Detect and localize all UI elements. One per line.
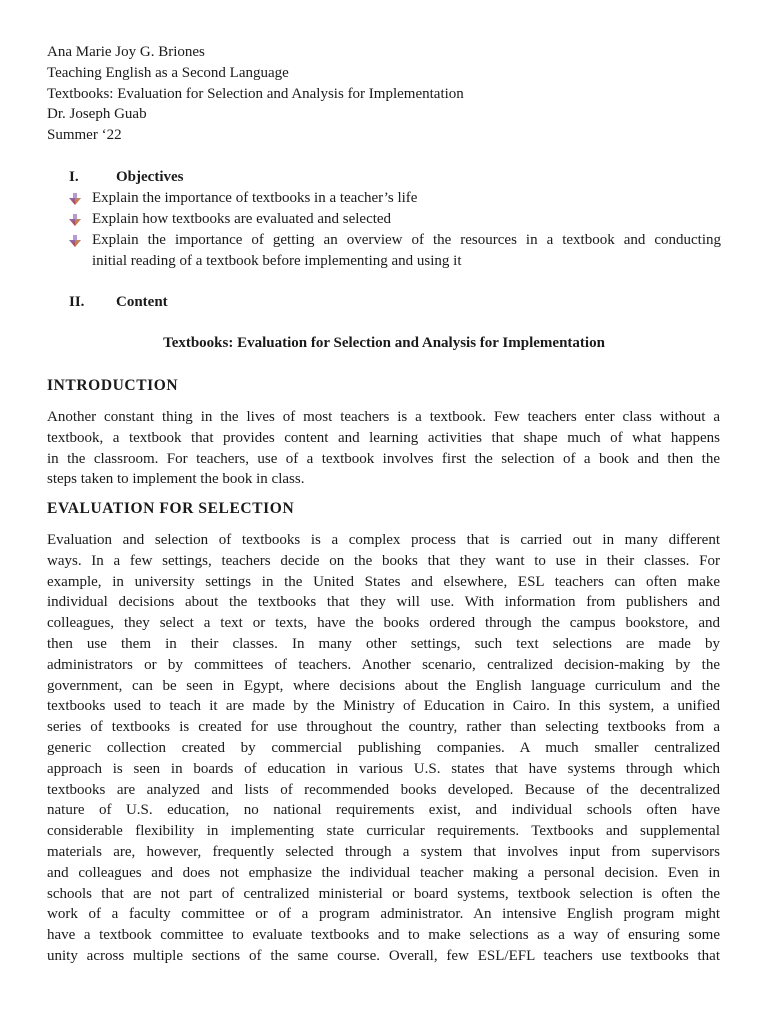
objective-text: initial reading of a textbook before implementing and using it bbox=[92, 253, 462, 269]
paragraph-line: approach is seen in boards of education in various U.S. states that have systems through which bbox=[47, 760, 720, 777]
section-number: II. bbox=[69, 294, 85, 310]
paragraph-line: steps taken to implement the book in class. bbox=[47, 471, 305, 488]
paragraph-line: Evaluation and selection of textbooks is a complex process that is carried out in many different bbox=[47, 532, 720, 548]
paragraph-line: have a textbook committee to evaluate textbooks and to make selections as a way of ensuring some bbox=[47, 927, 720, 944]
objectives-list bbox=[69, 188, 721, 272]
objective-text: Explain the importance of getting an overview of the resources in a textbook and conducting bbox=[92, 232, 721, 248]
paragraph-line: administrators or by committees of teachers. Another scenario, centralized decision-making by the bbox=[47, 656, 720, 673]
paragraph-line: work of a faculty committee or of a program administrator. An intensive English program might bbox=[47, 906, 720, 923]
paragraph-line: example, in university settings in the United States and elsewhere, ESL teachers can often make bbox=[47, 573, 720, 590]
term-line: Summer ‘22 bbox=[47, 127, 122, 144]
paragraph-line: and colleagues and does not emphasize the individual teacher making a personal decision. Even in bbox=[47, 864, 720, 881]
document-header bbox=[47, 42, 464, 146]
objective-text: Explain how textbooks are evaluated and selected bbox=[92, 211, 392, 227]
content-title: Textbooks: Evaluation for Selection and Analysis for Implementation bbox=[163, 335, 605, 351]
paragraph-line: then use them in their classes. In many other settings, such text selections are made by bbox=[47, 635, 720, 652]
paragraph-line: textbooks used to teach it are made by the Ministry of Education in Cairo. In this system, a unified bbox=[47, 698, 720, 715]
section-number: I. bbox=[69, 169, 79, 185]
paragraph-line: textbooks are analyzed and lists of recommended books developed. Because of the decentralized bbox=[47, 781, 720, 798]
arrow-down-bullet-icon bbox=[69, 214, 81, 226]
paragraph-line: generic collection created by commercial publishing companies. A much smaller centralized bbox=[47, 739, 720, 756]
author-name: Ana Marie Joy G. Briones bbox=[47, 44, 205, 60]
objective-text: Explain the importance of textbooks in a teacher’s life bbox=[92, 190, 418, 206]
paragraph-line: colleagues, they select a text or texts, have the books ordered through the campus bookstore, and bbox=[47, 615, 720, 632]
evaluation-paragraph bbox=[47, 530, 720, 967]
paragraph-line: materials are, however, frequently selected through a system that involves input from supervisors bbox=[47, 843, 720, 860]
paragraph-line: considerable flexibility in implementing state curricular requirements. Textbooks and supplemental bbox=[47, 823, 720, 840]
paragraph-line: government, can be seen in Egypt, where decisions about the English language curriculum and the bbox=[47, 677, 720, 694]
evaluation-heading: EVALUATION FOR SELECTION bbox=[47, 500, 295, 517]
section-heading-content bbox=[69, 294, 168, 311]
topic-line: Textbooks: Evaluation for Selection and Analysis for Implementation bbox=[47, 85, 464, 102]
objective-item bbox=[69, 209, 721, 230]
paragraph-line: schools that are not part of centralized ministerial or board systems, textbook selection is often the bbox=[47, 885, 720, 902]
paragraph-line: textbook, a textbook that provides content and learning activities that shape much of what happens bbox=[47, 429, 720, 446]
introduction-paragraph bbox=[47, 407, 720, 490]
course-name: Teaching English as a Second Language bbox=[47, 64, 289, 81]
section-heading-objectives bbox=[69, 169, 183, 186]
paragraph-line: individual decisions about the textbooks that they will use. With information from publishers and bbox=[47, 594, 720, 611]
paragraph-line: nature of U.S. education, no national requirements exist, and individual schools often have bbox=[47, 802, 720, 819]
section-title: Objectives bbox=[116, 169, 184, 185]
introduction-heading: INTRODUCTION bbox=[47, 377, 179, 394]
arrow-down-bullet-icon bbox=[69, 193, 81, 205]
paragraph-line: Another constant thing in the lives of most teachers is a textbook. Few teachers enter class without a bbox=[47, 409, 720, 425]
arrow-down-bullet-icon bbox=[69, 235, 81, 247]
section-title: Content bbox=[116, 294, 168, 310]
paragraph-line: unity across multiple sections of the same course. Overall, few ESL/EFL teachers use textbooks that bbox=[47, 947, 720, 964]
objective-item bbox=[69, 188, 721, 209]
paragraph-line: ways. In a few settings, teachers decide on the books that they want to use in their classes. For bbox=[47, 552, 720, 569]
objective-item bbox=[69, 230, 721, 272]
paragraph-line: in the classroom. For teachers, use of a textbook involves first the selection of a book and then the bbox=[47, 450, 720, 467]
instructor-name: Dr. Joseph Guab bbox=[47, 106, 147, 123]
paragraph-line: series of textbooks is created for use throughout the country, rather than selecting textbooks from a bbox=[47, 719, 720, 736]
